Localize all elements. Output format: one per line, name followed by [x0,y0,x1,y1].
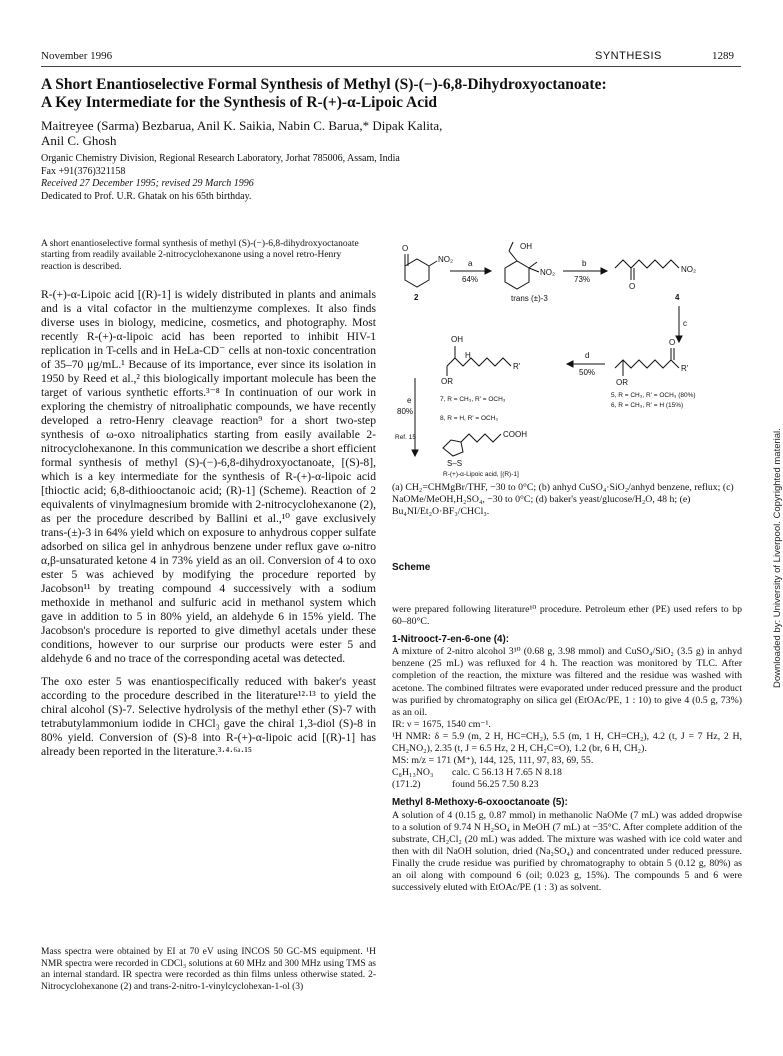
label-lipoic-cooh: COOH [503,430,527,439]
compound-5-6-structure [615,348,679,376]
elemental-analysis-row-1 [392,767,742,779]
analysis-formula: C₈H₁₃NO₃ [392,767,434,779]
label-cpd7-rprime: R' [513,362,521,371]
label-compound-7: 7, R = CH₃, R' = OCH₃ [440,396,506,403]
arrow-c-head [676,336,682,342]
label-cpd7-h: H [465,351,471,360]
label-cpd5-rprime: R' [681,364,689,373]
abstract: A short enantioselective formal synthesis of methyl (S)-(−)-6,8-dihydroxyoctanoate starting from readily available 2-nitrocyclohexanone using a novel retro-Henry reaction is described. [41,239,359,272]
label-lipoic-ss: S–S [447,459,463,468]
header-journal: SYNTHESIS [595,50,662,62]
download-watermark [758,388,783,688]
header-date: November 1996 [41,50,113,62]
ms-data: MS: m/z = 171 (M⁺), 144, 125, 111, 97, 83, 69, 55. [392,755,594,767]
reaction-scheme [385,238,730,478]
label-step-c: c [683,319,687,328]
label-cpd4-no2: NO₂ [681,265,697,274]
label-compound-6: 6, R = CH₃, R' = H (15%) [611,402,684,409]
label-cpd7-or: OR [441,377,453,386]
label-cpd2-no2: NO₂ [438,255,454,264]
download-watermark-text: Downloaded by: University of Liverpool. Copyrighted material. [772,428,783,688]
affiliation-block [41,153,561,203]
section-body-compound-4: A mixture of 2-nitro alcohol 3¹⁰ (0.68 g, 3.98 mmol) and CuSO₄/SiO₂ (3.5 g) in anhyd benzene (25 mL) was refluxed for 4 h. The reaction was monitored by TLC. After completion of the reaction, the mixture was filtered and the residue was washed with acetone. The combined filtrates were evaporated under reduced pressure and the product was purified by chromatography on silica gel (EtOAc/PE, 1 : 10) to give 4 (0.5 g, 73%) as an oil. [392,646,742,718]
label-cpd4-o: O [629,282,636,291]
label-cpd3-oh: OH [520,242,532,251]
label-yield-e: 80% [397,407,414,416]
label-compound-5: 5, R = CH₃, R' = OCH₃ (80%) [611,392,696,399]
fax-line: Fax +91(376)321158 [41,165,126,177]
label-cpd3-no2: NO₂ [540,268,556,277]
label-step-b: b [582,259,587,268]
experimental-intro: were prepared following literature¹⁰ procedure. Petroleum ether (PE) used refers to bp 60–80°C. [392,604,742,628]
label-cpd2-o: O [402,244,409,253]
ir-data: IR: ν = 1675, 1540 cm⁻¹. [392,718,491,730]
header-rule [41,66,741,67]
compound-2-structure [405,254,437,287]
arrow-b-head [601,268,607,274]
compound-7-8-structure [447,346,511,376]
experimental-right-column [392,604,742,894]
analysis-found: found 56.25 7.50 8.23 [452,779,539,791]
arrow-e-head [412,450,418,456]
scheme-caption: (a) CH₂=CHMgBr/THF, −30 to 0°C; (b) anhyd CuSO₄·SiO₂/anhyd benzene, reflux; (c) NaOMe/MeOH,H₂SO₄, −30 to 0°C; (d) baker's yeast/glucose/H₂O, 48 h; (e) Bu₄NI/Et₂O·BF₃/CHCl₃. [392,482,734,517]
footnote-text: Mass spectra were obtained by EI at 70 eV using INCOS 50 GC-MS equipment. ¹H NMR spectra were recorded in CDCl₃ solutions at 60 MHz and 300 MHz using TMS as an internal standard. IR spectra were recorded as thin films unless otherwise stated. 2-Nitrocyclohexanone (2) and trans-2-nitro-1-vinylcyclohexan-1-ol (3) [41,947,376,992]
nmr-data: ¹H NMR: δ = 5.9 (m, 2 H, HC=CH₂), 5.5 (m, 1 H, CH=CH₂), 4.2 (t, J = 7 Hz, 2 H, CH₂NO₂), 2.35 (t, J = 6.5 Hz, 2 H, CH₂C=O), 1.2 (br, 6 H, CH₂). [392,730,742,755]
authors-line-2: Anil C. Ghosh [41,133,117,148]
label-compound-2: 2 [414,293,419,302]
label-yield-b: 73% [574,275,591,284]
analysis-mw: (171.2) [392,779,421,791]
label-step-a: a [468,259,473,268]
label-yield-a: 64% [462,275,479,284]
header-page-number: 1289 [712,50,734,62]
label-lipoic-acid: R-(+)-α-Lipoic acid, [(R)-1] [443,471,519,478]
body-left-column [41,288,376,768]
label-compound-4: 4 [675,293,680,302]
label-cpd7-oh: OH [451,335,463,344]
analysis-calc: calc. C 56.13 H 7.65 N 8.18 [452,767,562,779]
authors-line-1: Maitreyee (Sarma) Bezbarua, Anil K. Saikia, Nabin C. Barua,* Dipak Kalita, [41,118,443,133]
label-ref-15: Ref. 15 [395,434,416,441]
lipoic-acid-structure [443,434,501,456]
experimental-footnote [41,947,376,993]
arrow-d-head [567,361,573,367]
body-paragraph-2: The oxo ester 5 was enantiospecifically reduced with baker's yeast according to the procedure described in the literature¹²·¹³ to yield the chiral alcohol (S)-7. Selective hydrolysis of the methyl ether (S)-7 with tetrabutylammonium iodide in CHCl₃ gave the chiral 1,3-diol (S)-8 in 80% yield. Conversion of (S)-8 into R-(+)-α-lipoic acid [(R)-1] has already been reported in the literature.³·⁴·⁶ᵃ·¹⁵ [41,675,376,758]
title-line-1: A Short Enantioselective Formal Synthesis of Methyl (S)-(−)-6,8-Dihydroxyoctanoate: [41,76,607,93]
label-step-d: d [585,351,590,360]
label-cpd5-or: OR [616,378,628,387]
elemental-analysis-row-2 [392,779,742,791]
body-paragraph-1: R-(+)-α-Lipoic acid [(R)-1] is widely distributed in plants and animals and is a vital cofactor in the multienzyme complexes. It also finds diverse uses in biology, medicine, cosmetics, and photography. Most recently R-(+)-α-lipoic acid has been reported to inhibit HIV-1 replication in T-cells and in HeLa-CD⁻ cells at non-toxic concentration of 35–70 μg/mL.¹ Because of its importance, ever since its isolation in 1950 by Reed et al.,² this biologically important molecule has been the target of various synthetic efforts.³⁻⁸ In continuation of our work in exploring the chemistry of nitroaliphatic compounds, we have recently developed a retro-Henry cleavage reaction⁹ for a short two-step synthesis of ω-oxo nitroaliphatics starting from easily available 2-nitrocyclohexanone. In this communication we describe a short efficient formal synthesis of methyl (S)-(−)-6,8-dihydroxyoctanoate, [(S)-8], which is a key intermediate for the synthesis of R-(+)-α-lipoic acid [thioctic acid; 6,8-dithiooctanoic acid; (R)-1] (Scheme). Reaction of 2 equivalents of vinylmagnesium bromide with 2-nitrocyclohexanone (2), as per the procedure described by Ballini et al.,¹⁰ gave exclusively trans-(±)-3 in 64% yield which on exposure to anhydrous copper sulfate adsorbed on silica gel in anhydrous benzene under reflux gave ω-nitro α,β-unsaturated ketone 4 in 73% yield as an oil. Conversion of 4 to oxo ester 5 was achieved by modifying the procedure reported by Jacobson¹¹ by treating compound 4 successively with a sodium methoxide in methanol and sulfuric acid in methanol system which gave in addition to 5 in 80% yield, an aldehyde 6 in 15% yield. The Jacobson's procedure is reported to give dimethyl acetals under these conditions, however to our surprise our products were ester 5 and aldehyde 6 and no trace of the corresponding acetal was detected. [41,288,376,665]
paper-title [41,76,741,112]
label-yield-d: 50% [579,368,596,377]
label-compound-8: 8, R = H, R' = OCH₃ [440,415,499,422]
label-compound-3: trans (±)-3 [511,294,548,303]
section-body-compound-5: A solution of 4 (0.15 g, 0.87 mmol) in methanolic NaOMe (7 mL) was added dropwise to a solution of 9.74 N H₂SO₄ in MeOH (7 mL) at −35°C. After complete addition of the substrate, CH₂Cl₂ (20 mL) was added. The mixture was washed with ice cold water and then with dil NaOH solution, dried (Na₂SO₄) and concentrated under reduced pressure. Finally the crude residue was purified by chromatography to obtain 5 (0.12 g, 80%) as an oil along with compound 6 (oil; 0.023 g, 15%). The compounds 5 and 6 were successively eluted with EtOAc/PE (1 : 3) as solvent. [392,809,742,894]
label-cpd5-o: O [669,338,676,347]
scheme-label: Scheme [392,562,431,573]
label-step-e: e [407,396,412,405]
title-line-2: A Key Intermediate for the Synthesis of R-(+)-α-Lipoic Acid [41,94,438,111]
dedication-line: Dedicated to Prof. U.R. Ghatak on his 65th birthday. [41,190,252,202]
compound-4-structure [615,260,679,280]
section-title-compound-5: Methyl 8-Methoxy-6-oxooctanoate (5): [392,797,568,809]
author-list [41,118,601,148]
section-title-compound-4: 1-Nitrooct-7-en-6-one (4): [392,634,510,646]
arrow-a-head [485,268,491,274]
affiliation-line: Organic Chemistry Division, Regional Research Laboratory, Jorhat 785006, Assam, India [41,153,400,164]
received-line: Received 27 December 1995; revised 29 March 1996 [41,178,254,189]
